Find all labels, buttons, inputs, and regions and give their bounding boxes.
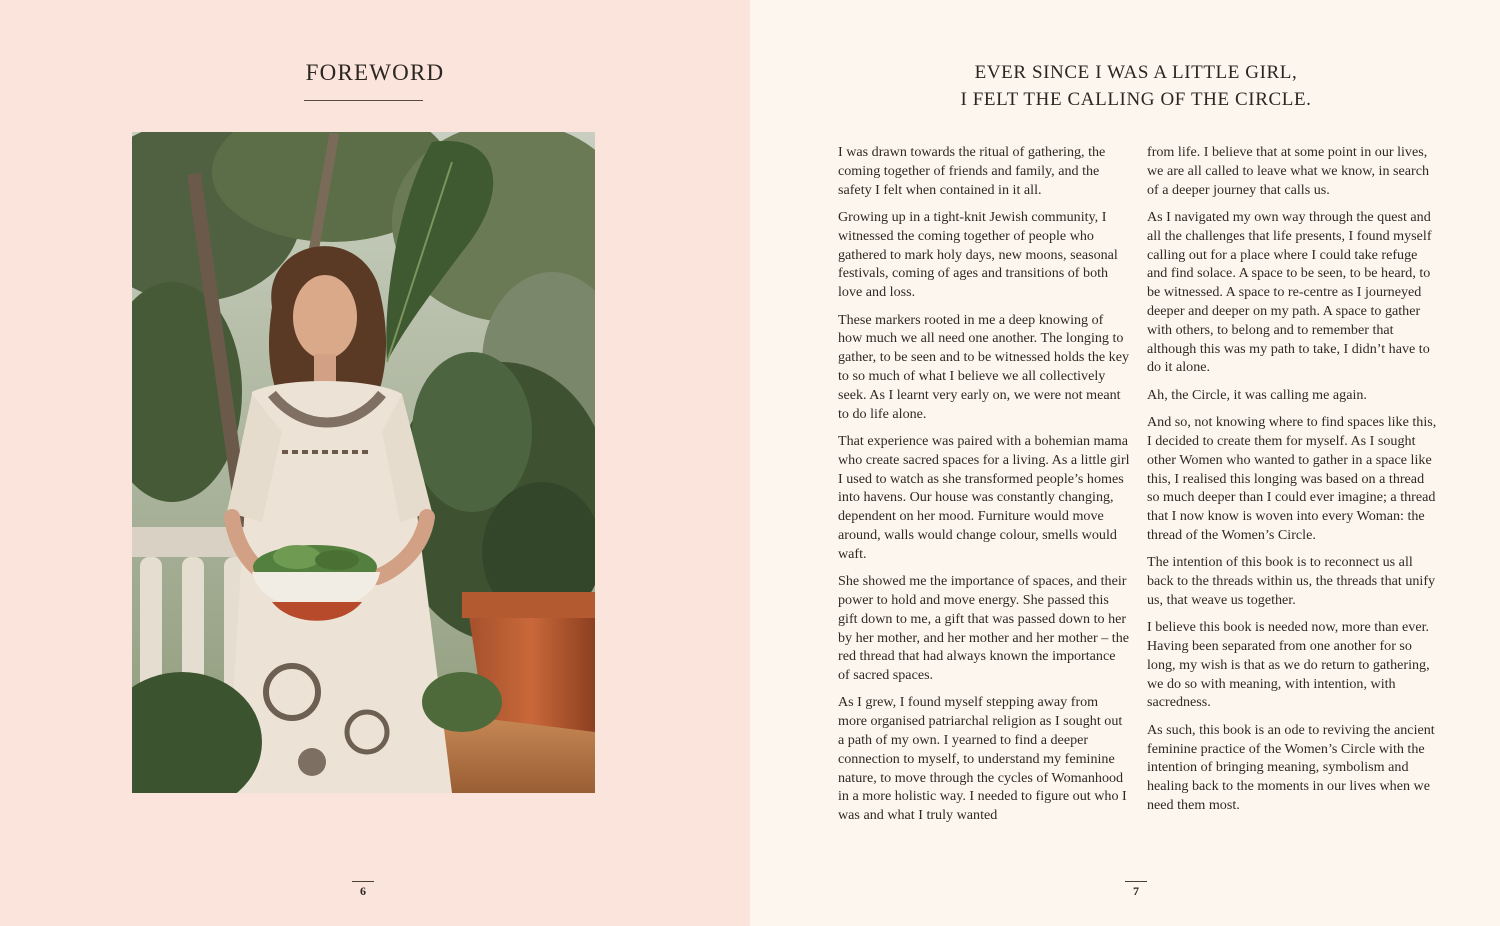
- page-number-rule-right: [1125, 881, 1147, 882]
- body-column-right: [1147, 143, 1439, 823]
- body-column-left: [838, 143, 1130, 834]
- body-paragraph: As I navigated my own way through the quest and all the challenges that life presents, I found myself calling out for a place where I could take refuge and find solace. A space to be seen, to be heard, to be witnessed. A space to re-centre as I journeyed deeper and deeper on my path. A space to gather with others, to belong and to remember that although this was my path to take, I didn’t have to do it alone.: [1147, 208, 1432, 376]
- foreword-photo: [132, 132, 595, 793]
- photo-illustration: [132, 132, 595, 793]
- page-number-rule-left: [352, 881, 374, 882]
- body-paragraph: Growing up in a tight-knit Jewish community, I witnessed the coming together of people who gathered to mark holy days, new moons, seasonal festivals, coming of ages and transitions of both love and loss.: [838, 208, 1118, 301]
- body-paragraph: That experience was paired with a bohemian mama who create sacred spaces for a living. As a little girl I used to watch as she transformed people’s homes into havens. Our house was constantly changing, dependent on her mood. Furniture would move around, walls would change colour, smells would waft.: [838, 432, 1130, 562]
- section-heading-line-2: I FELT THE CALLING OF THE CIRCLE.: [960, 89, 1312, 110]
- body-paragraph: from life. I believe that at some point in our lives, we are all called to leave what we know, in search of a deeper journey that calls us.: [1147, 144, 1430, 198]
- body-paragraph: And so, not knowing where to find spaces like this, I decided to create them for myself. As I sought other Women who wanted to gather in a space like this, I realised this longing was based on a thread so much deeper than I could ever imagine; a thread that I now know is woven into every Woman: the thread of the Women’s Circle.: [1147, 414, 1437, 543]
- body-paragraph: As I grew, I found myself stepping away from more organised patriarchal religion as I sought out a path of my own. I yearned to find a deeper connection to myself, to understand my feminine nature, to move through the cycles of Womanhood in a more holistic way. I needed to figure out who I was and what I truly wanted: [838, 694, 1127, 824]
- section-heading-line-1: EVER SINCE I WAS A LITTLE GIRL,: [974, 62, 1298, 83]
- body-paragraph: The intention of this book is to reconnect us all back to the threads within us, the threads that unify us, that weave us together.: [1147, 554, 1436, 608]
- body-paragraph: She showed me the importance of spaces, and their power to hold and move energy. She passed this gift down to me, a gift that was passed down to her by her mother, and her mother and her mother – the red thread that had always known the importance of sacred spaces.: [838, 573, 1129, 684]
- title-underline: [304, 100, 423, 101]
- body-paragraph: Ah, the Circle, it was calling me again.: [1147, 386, 1367, 403]
- body-paragraph: As such, this book is an ode to reviving the ancient feminine practice of the Women’s Circle with the intention of bringing meaning, symbolism and healing back to the moments in our lives when we need them most.: [1147, 721, 1435, 814]
- body-paragraph: I was drawn towards the ritual of gathering, the coming together of friends and family, and the safety I felt when contained in it all.: [838, 144, 1106, 198]
- page-number-right: 7: [1133, 884, 1139, 898]
- body-paragraph: I believe this book is needed now, more than ever. Having been separated from one another for so long, my wish is that as we do return to gathering, we do so with meaning, with intention, with sacredness.: [1147, 619, 1430, 711]
- body-paragraph: These markers rooted in me a deep knowing of how much we all need one another. The longing to gather, to be seen and to be witnessed holds the key to so much of what I believe we all collectively seek. As I learnt very early on, we were not meant to do life alone.: [838, 311, 1130, 422]
- page-number-left: 6: [360, 884, 366, 898]
- page-title: FOREWORD: [305, 60, 445, 85]
